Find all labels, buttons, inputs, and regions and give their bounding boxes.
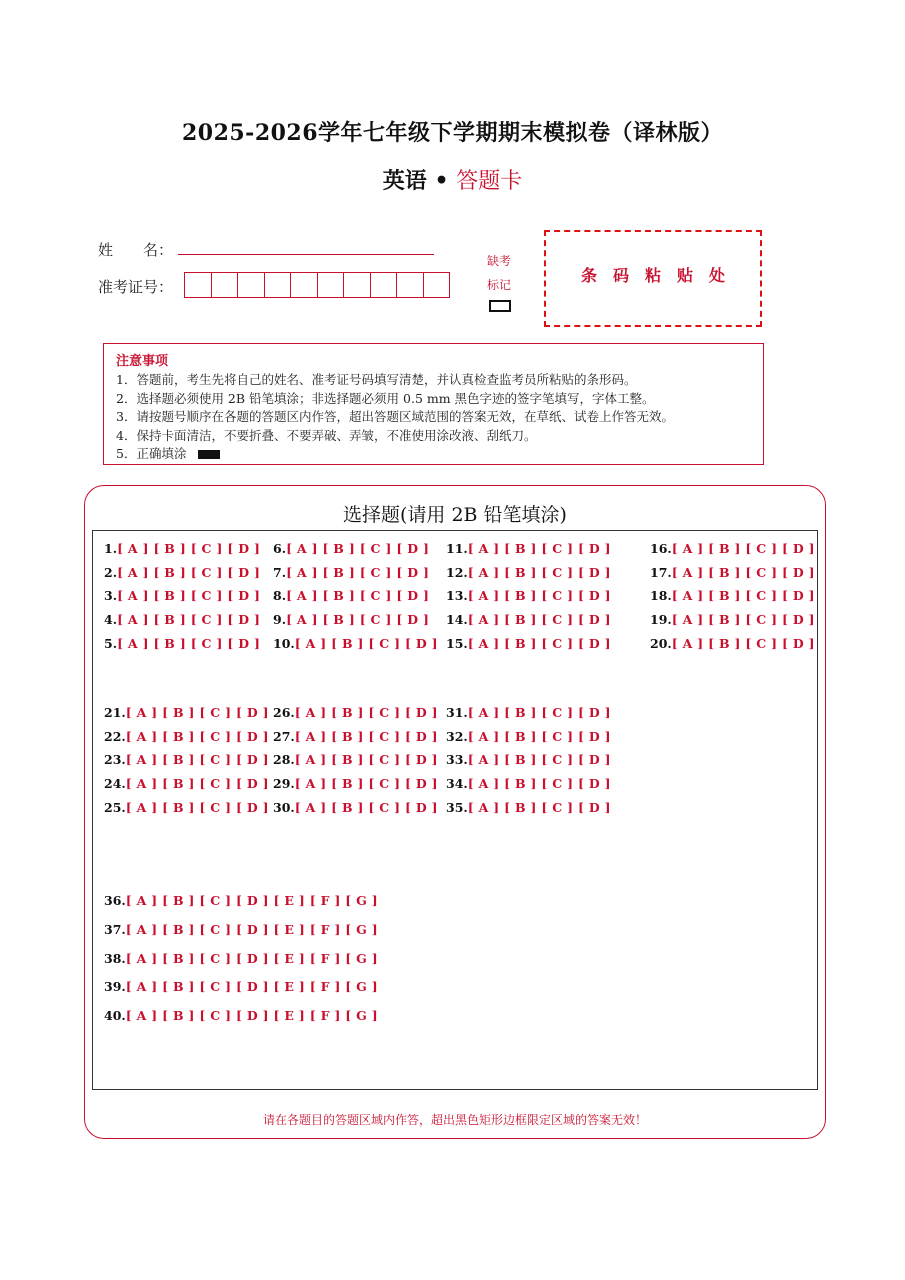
answer-options[interactable]: [ A ] [ B ] [ C ] [ D ] — [467, 612, 611, 628]
question-number: 23. — [104, 752, 126, 768]
question-number: 33. — [446, 752, 468, 768]
question-number: 12. — [446, 564, 468, 580]
subject-heading — [0, 164, 905, 195]
question-number: 39. — [104, 979, 126, 995]
question-number: 4. — [104, 612, 118, 628]
answer-options[interactable]: [ A ] [ B ] [ C ] [ D ] — [125, 752, 269, 768]
answer-options[interactable]: [ A ] [ B ] [ C ] [ D ] [ E ] [ F ] [ G ] — [125, 979, 379, 995]
answer-options[interactable]: [ A ] [ B ] [ C ] [ D ] — [286, 612, 430, 628]
question-row — [446, 612, 611, 627]
question-number: 19. — [650, 612, 672, 628]
question-row — [273, 612, 429, 627]
question-row — [104, 612, 260, 627]
question-row — [446, 705, 611, 720]
note-item-text: 5．正确填涂 — [116, 446, 187, 462]
question-number: 28. — [273, 752, 295, 768]
question-row — [446, 800, 611, 815]
question-row — [273, 541, 429, 556]
answer-options[interactable]: [ A ] [ B ] [ C ] [ D ] [ E ] [ F ] [ G ] — [125, 893, 379, 908]
question-number: 29. — [273, 776, 295, 792]
question-number: 31. — [446, 705, 468, 720]
question-row — [273, 752, 438, 767]
question-row — [650, 612, 815, 627]
id-digit-box[interactable] — [291, 273, 318, 297]
question-row — [104, 541, 260, 556]
exam-id-boxes[interactable] — [184, 272, 450, 298]
id-digit-box[interactable] — [238, 273, 265, 297]
note-item: 3．请按题号顺序在各题的答题区内作答，超出答题区域范围的答案无效，在草纸、试卷上作答无效。 — [116, 409, 674, 425]
question-number: 20. — [650, 635, 672, 651]
notes-title: 注意事项 — [116, 354, 169, 369]
answer-options[interactable]: [ A ] [ B ] [ C ] [ D ] — [467, 635, 611, 651]
answer-options[interactable]: [ A ] [ B ] [ C ] [ D ] — [125, 728, 269, 744]
question-number: 7. — [273, 564, 287, 580]
question-number: 40. — [104, 1008, 126, 1024]
answer-options[interactable]: [ A ] [ B ] [ C ] [ D ] — [117, 612, 261, 628]
absent-mark-box[interactable] — [489, 300, 511, 312]
question-row — [104, 979, 378, 994]
answer-options[interactable]: [ A ] [ B ] [ C ] [ D ] [ E ] [ F ] [ G ] — [125, 1008, 379, 1024]
answer-options[interactable]: [ A ] [ B ] [ C ] [ D ] — [294, 635, 438, 651]
id-digit-box[interactable] — [185, 273, 212, 297]
answer-options[interactable]: [ A ] [ B ] [ C ] [ D ] — [294, 752, 438, 768]
correct-fill-sample — [198, 450, 220, 459]
barcode-label: 条码粘贴处 — [580, 266, 741, 285]
question-number: 27. — [273, 728, 295, 744]
absent-label-1: 缺考 — [487, 254, 512, 268]
question-number: 35. — [446, 799, 468, 815]
question-row — [446, 752, 611, 767]
question-number: 6. — [273, 541, 287, 556]
answer-options[interactable]: [ A ] [ B ] [ C ] [ D ] — [117, 541, 261, 556]
answer-options[interactable]: [ A ] [ B ] [ C ] [ D ] — [294, 705, 438, 720]
answer-options[interactable]: [ A ] [ B ] [ C ] [ D ] — [117, 635, 261, 651]
question-number: 22. — [104, 728, 126, 744]
question-row — [273, 565, 429, 580]
question-number: 15. — [446, 635, 468, 651]
question-number: 2. — [104, 564, 118, 580]
question-row — [104, 1008, 378, 1023]
answer-options[interactable]: [ A ] [ B ] [ C ] [ D ] — [286, 564, 430, 580]
question-number: 14. — [446, 612, 468, 628]
note-item: 2．选择题必须使用 2B 铅笔填涂；非选择题必须用 0.5 mm 黑色字迹的签字笔填写，字体工整。 — [116, 390, 655, 406]
question-row — [273, 588, 429, 603]
question-number: 18. — [650, 588, 672, 604]
question-row — [273, 705, 438, 720]
question-number: 17. — [650, 564, 672, 580]
answer-options[interactable]: [ A ] [ B ] [ C ] [ D ] — [286, 541, 430, 556]
question-row — [104, 951, 378, 966]
name-label: 姓 名： — [98, 241, 174, 259]
answer-options[interactable]: [ A ] [ B ] [ C ] [ D ] — [467, 799, 611, 815]
question-number: 3. — [104, 588, 118, 604]
answer-options[interactable]: [ A ] [ B ] [ C ] [ D ] — [125, 799, 269, 815]
question-number: 16. — [650, 541, 672, 556]
question-row — [446, 636, 611, 651]
card-label: 答题卡 — [456, 169, 523, 194]
question-row — [446, 541, 611, 556]
notes-box — [103, 343, 764, 465]
answer-options[interactable]: [ A ] [ B ] [ C ] [ D ] — [294, 799, 438, 815]
question-number: 1. — [104, 541, 118, 556]
answer-options[interactable]: [ A ] [ B ] [ C ] [ D ] — [467, 728, 611, 744]
question-row — [104, 752, 269, 767]
question-number: 5. — [104, 635, 118, 651]
answer-options[interactable]: [ A ] [ B ] [ C ] [ D ] — [467, 705, 611, 720]
id-digit-box[interactable] — [318, 273, 345, 297]
footer-warning: 请在各题目的答题区域内作答，超出黑色矩形边框限定区域的答案无效！ — [262, 1113, 647, 1127]
choice-section-title: 选择题(请用 2B 铅笔填涂) — [343, 504, 567, 526]
question-number: 32. — [446, 728, 468, 744]
note-item-fill — [116, 445, 751, 464]
question-row — [104, 588, 260, 603]
question-row — [104, 705, 269, 720]
id-digit-box[interactable] — [424, 273, 450, 297]
id-digit-box[interactable] — [371, 273, 398, 297]
exam-title: 2025-2026学年七年级下学期期末模拟卷（译林版） — [181, 120, 724, 146]
question-row — [104, 636, 260, 651]
answer-options[interactable]: [ A ] [ B ] [ C ] [ D ] — [294, 776, 438, 792]
question-row — [650, 636, 815, 651]
question-row — [273, 729, 438, 744]
answer-options[interactable]: [ A ] [ B ] [ C ] [ D ] [ E ] [ F ] [ G ] — [125, 921, 379, 937]
question-number: 13. — [446, 588, 468, 604]
question-number: 26. — [273, 705, 295, 720]
question-row — [650, 588, 815, 603]
absent-label-2: 标记 — [487, 278, 512, 292]
question-number: 10. — [273, 635, 295, 651]
answer-options[interactable]: [ A ] [ B ] [ C ] [ D ] — [671, 612, 815, 628]
question-number: 9. — [273, 612, 287, 628]
question-row — [446, 729, 611, 744]
answer-options[interactable]: [ A ] [ B ] [ C ] [ D ] — [117, 588, 261, 604]
answer-options[interactable]: [ A ] [ B ] [ C ] [ D ] [ E ] [ F ] [ G ] — [125, 950, 379, 966]
answer-options[interactable]: [ A ] [ B ] [ C ] [ D ] — [125, 776, 269, 792]
question-row — [104, 565, 260, 580]
question-number: 11. — [446, 541, 468, 556]
question-row — [104, 776, 269, 791]
answer-options[interactable]: [ A ] [ B ] [ C ] [ D ] — [125, 705, 269, 720]
answer-options[interactable]: [ A ] [ B ] [ C ] [ D ] — [671, 564, 815, 580]
subject-name: 英语 — [382, 168, 427, 194]
question-number: 36. — [104, 893, 126, 908]
id-digit-box[interactable] — [397, 273, 424, 297]
question-row — [446, 776, 611, 791]
name-field[interactable] — [178, 254, 434, 255]
question-row — [446, 588, 611, 603]
answer-options[interactable]: [ A ] [ B ] [ C ] [ D ] — [671, 635, 815, 651]
question-row — [273, 776, 438, 791]
question-number: 24. — [104, 776, 126, 792]
subject-separator: • — [434, 168, 449, 194]
question-number: 34. — [446, 776, 468, 792]
question-row — [650, 565, 815, 580]
answer-options[interactable]: [ A ] [ B ] [ C ] [ D ] — [286, 588, 430, 604]
question-row — [104, 893, 378, 908]
answer-options[interactable]: [ A ] [ B ] [ C ] [ D ] — [467, 588, 611, 604]
question-number: 38. — [104, 950, 126, 966]
note-item: 1．答题前，考生先将自己的姓名、准考证号码填写清楚，并认真检查监考员所粘贴的条形码。 — [116, 372, 637, 387]
question-number: 8. — [273, 588, 287, 604]
id-digit-box[interactable] — [344, 273, 371, 297]
question-row — [273, 636, 438, 651]
answer-options[interactable]: [ A ] [ B ] [ C ] [ D ] — [294, 728, 438, 744]
question-number: 21. — [104, 705, 126, 720]
question-row — [104, 800, 269, 815]
exam-id-label: 准考证号： — [98, 278, 174, 296]
question-row — [104, 922, 378, 937]
note-item: 4．保持卡面清洁，不要折叠、不要弄破、弄皱，不准使用涂改液、刮纸刀。 — [116, 427, 537, 443]
question-row — [650, 541, 815, 556]
question-row — [273, 800, 438, 815]
answer-options[interactable]: [ A ] [ B ] [ C ] [ D ] — [467, 541, 611, 556]
answer-options[interactable]: [ A ] [ B ] [ C ] [ D ] — [467, 564, 611, 580]
question-number: 25. — [104, 799, 126, 815]
question-row — [446, 565, 611, 580]
question-row — [104, 729, 269, 744]
id-digit-box[interactable] — [265, 273, 292, 297]
answer-options[interactable]: [ A ] [ B ] [ C ] [ D ] — [117, 564, 261, 580]
id-digit-box[interactable] — [212, 273, 239, 297]
answer-options[interactable]: [ A ] [ B ] [ C ] [ D ] — [671, 541, 815, 556]
answer-options[interactable]: [ A ] [ B ] [ C ] [ D ] — [467, 776, 611, 792]
question-number: 30. — [273, 799, 295, 815]
answer-options[interactable]: [ A ] [ B ] [ C ] [ D ] — [467, 752, 611, 768]
question-number: 37. — [104, 921, 126, 937]
answer-options[interactable]: [ A ] [ B ] [ C ] [ D ] — [671, 588, 815, 604]
